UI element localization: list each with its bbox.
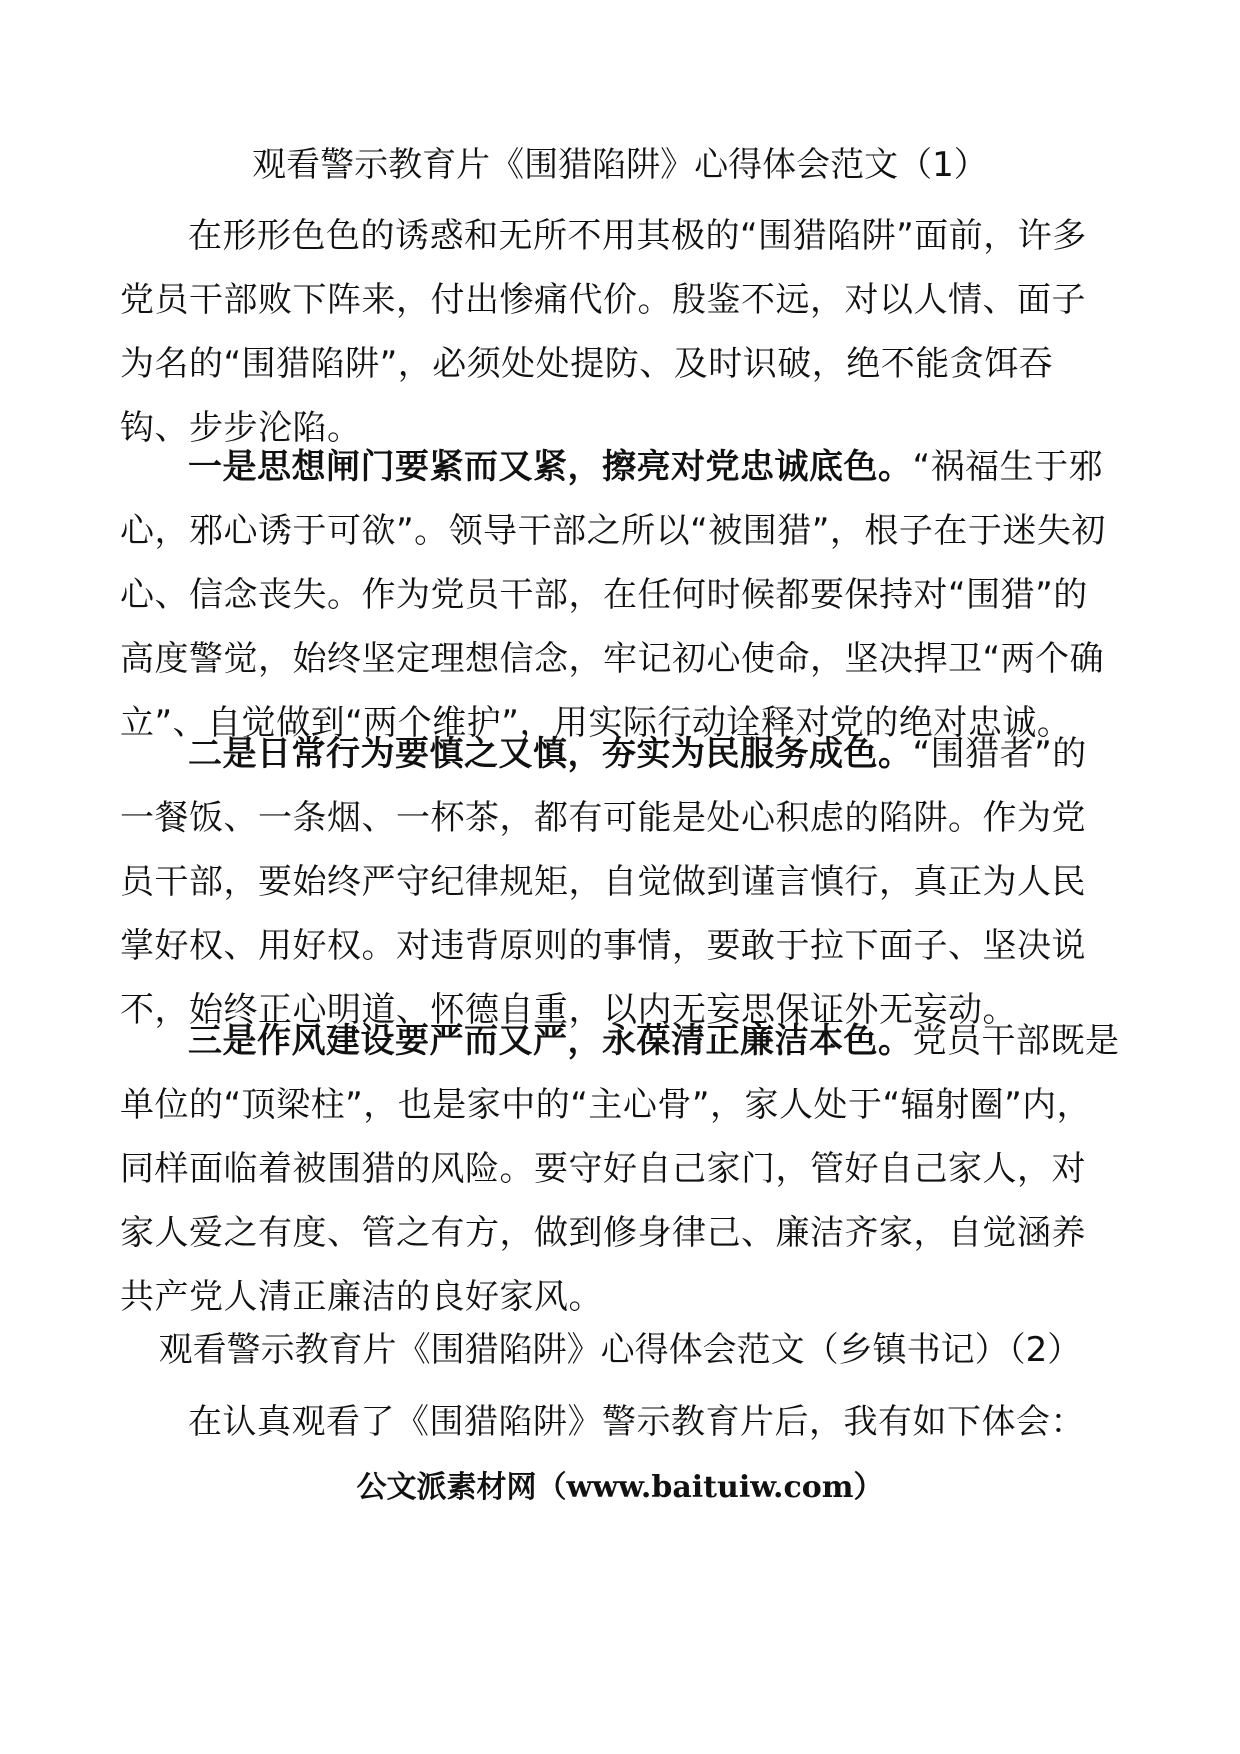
point-paragraph-3	[120, 1009, 1120, 1329]
point-heading-2: 二是日常行为要慎之又慎，夯实为民服务成色。	[188, 734, 913, 774]
intro-paragraph-2: 在认真观看了《围猎陷阱》警示教育片后，我有如下体会：	[188, 1402, 1085, 1442]
point-heading-3: 三是作风建设要严而又严，永葆清正廉洁本色。	[188, 1021, 913, 1061]
article-title-2: 观看警示教育片《围猎陷阱》心得体会范文（乡镇书记）（2）	[158, 1330, 1082, 1370]
point-paragraph-1	[120, 435, 1120, 755]
intro-paragraph: 在形形色色的诱惑和无所不用其极的“围猎陷阱”面前，许多党员干部败下阵来，付出惨痛代价。殷鉴不远，对以人情、面子为名的“围猎陷阱”，必须处处提防、及时识破，绝不能贪饵吞钩、步步沦陷。	[120, 216, 1087, 448]
article-title-1: 观看警示教育片《围猎陷阱》心得体会范文（1）	[252, 145, 988, 185]
point-body-1: “祸福生于邪心，邪心诱于可欲”。领导干部之所以“被围猎”，根子在于迷失初心、信念丧失。作为党员干部，在任何时候都要保持对“围猎”的高度警觉，始终坚定理想信念，牢记初心使命，坚决捍卫“两个确立”、自觉做到“两个维护”，用实际行动诠释对党的绝对忠诚。	[120, 447, 1106, 743]
point-body-2: “围猎者”的一餐饭、一条烟、一杯茶，都有可能是处心积虑的陷阱。作为党员干部，要始终严守纪律规矩，自觉做到谨言慎行，真正为人民掌好权、用好权。对违背原则的事情，要敢于拉下面子、坚决说不，始终正心明道、怀德自重，以内无妄思保证外无妄动。	[120, 734, 1087, 1030]
footer-watermark: 公文派素材网（www.baituiw.com）	[356, 1470, 884, 1505]
point-heading-1: 一是思想闸门要紧而又紧，擦亮对党忠诚底色。	[188, 447, 913, 487]
point-paragraph-2	[120, 722, 1120, 1042]
point-body-3: 党员干部既是单位的“顶梁柱”，也是家中的“主心骨”，家人处于“辐射圈”内，同样面临着被围猎的风险。要守好自己家门，管好自己家人，对家人爱之有度、管之有方，做到修身律己、廉洁齐家，自觉涵养共产党人清正廉洁的良好家风。	[120, 1021, 1120, 1317]
